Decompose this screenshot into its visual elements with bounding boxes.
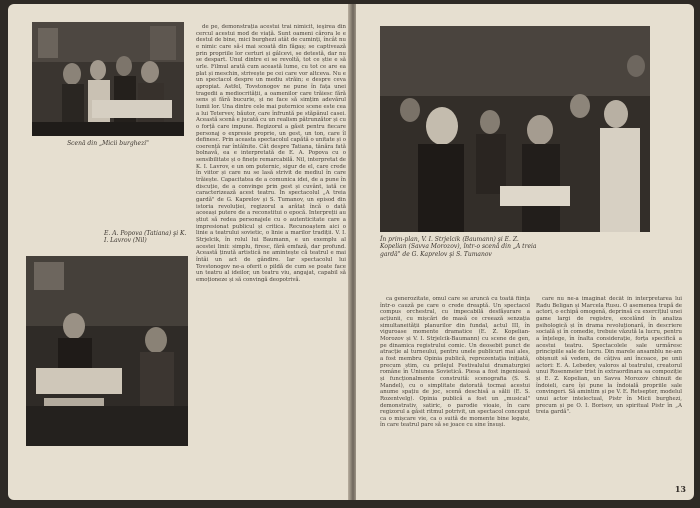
left-page xyxy=(8,4,350,500)
article-text: de pe, demonstrația acestui trai nimicit, ieşirea din cercul acestui mod de viață. Sunt oameni cărora le e destul de bine, mici burghezi atât de cuminți, încât nu e nimic care să-i mai scoată din făgaș; se captivează prin propriile lor certuri și gâlcevi, se detestă, dar nu se despart. Unul dintre ei se revoltă, tot ce știe e să urle. Filmul arată cum această lume, cu tot ce are ea plat și meschin, strivește pe cei care vor altceva. Nu e un spectacol despre un mediu străin; e despre ceva apropiat. Astfel, Tovstonogov ne pune în fața unei tragedii a mediocrității, a oamenilor care trăiesc fără sens și fără bucurie, și ne face să simțim adevărul lumii lor. Una dintre cele mai puternice scene este cea a lui Tetervev, băutor, care înfruntă pe stăpânul casei. Această scenă e jucată cu un realism pătrunzător și cu o forță care impune. Regizorul a găsit pentru fiecare personaj o expresie proprie, un gest, un ton, care îl definesc. Prin aceasta spectacolul capătă o unitate și o coerență rar întâlnite. Cât despre Tatiana, tânăra fată bolnavă, ea e interpretată de E. A. Popova cu o sensibilitate și o finețe remarcabilă. Nil, interpretat de K. I. Lavrov, e un om puternic, sigur de el, care crede în viitor și care nu se lasă strivit de mediul în care trăiește. Capacitatea de a comunica idei, de a pune în discuție, de a convinge prin gest și cuvânt, iată ce caracterizează acest teatru. În spectacolul „A treia gardă" de G. Kaprelov și S. Tumanov, un episod din istoria revoluției, regizorul a arătat încă o dată aceeași putere de a reconstitui o epocă. Interpreții au știut să redea personajele cu o autenticitate care a impresionat publicul și critica. Recunoaștem aici o linie a teatrului sovietic, o linie a marilor tradiții. V. I. Strjelcik, în rolul lui Baumann, e un exemplu al acestei linii: simplu, firesc, fără emfază, dar profund. Această ținută artistică ne amintește că teatrul e mai întâi un act de gândire. Iar spectacolul lui Tovstonogov ne-a oferit o pildă de cum se poate face un teatru al ideilor, un teatru viu, angajat, capabil să emoționeze și să convingă deopotrivă. xyxy=(196,24,346,283)
left-article-column xyxy=(196,24,346,494)
photo-a-treia-garda-scene xyxy=(380,26,650,232)
photo-bottom-caption: E. A. Popova (Tatiana) şi K. I. Lavrov (Nil) xyxy=(104,230,187,245)
right-article-column-2 xyxy=(536,296,682,492)
photo-illustration xyxy=(26,256,188,446)
article-text: care nu ne-a imaginat decât în interpretarea lui Radu Beligan și Marcela Rusu. O asemenea trupă de actori, o echipă omogenă, deprinsă cu exercițiul unei game largi de registre, excelând în analiza psihologică și în drama revoluționară, în descriere socială și în comedie, trebuie văzută la lucru, pentru a înțelege, în înalta considerație, forța specifică a acestui teatru. Spectacolele sale urmăresc principiile sale de lucru. Din marele ansamblu ne-am obișnuit să vedem, de câțiva ani încoace, pe unii actori: E. A. Lebedev, valoros al teatrului, creatorul unui Rosenmeier trist în extraordinara sa compoziție și E. Z. Kopelian, un Savva Morozov chinuit de îndoieli, care își pune la îndoială propriile sale convingeri. Să amintim și pe V. E. Retsepter, modelul unui actor intelectual, Pistr în Micii burghezi, precum și pe O. I. Borisov, un spiritual Pistr în „A treia gardă". xyxy=(536,296,682,416)
right-page xyxy=(356,4,694,500)
page-number: 13 xyxy=(674,484,686,494)
photo-top-caption: Scenă din „Micii burghezi" xyxy=(67,140,149,147)
right-article-column-1 xyxy=(380,296,530,492)
photo-caption: În prim-plan, V. I. Strjelcik (Baumann) şi E. Z. Kopelian (Savva Morozov), într-o scenă din „A treia gardă" de G. Kaprelov şi S. Tumanov xyxy=(380,236,537,258)
article-text: ca generozitate, omul care se aruncă cu toată ființa într-o cauză pe care o crede dreaptă. Un spectacol compus orchestral, cu impecabilă desfășurare a acțiunii, cu mișcări de masă ce creează senzația simultaneității planurilor din fundal, actul III, în viguroase momente dramatice (E. Z. Kopelian-Morozov și V. I. Strjelcik-Baumann) cu scene de gen, pe dinamica registrului comic. Un deosebit punct de atracție al turneului, pentru unele publicuri mai ales, a fost membru Opinia publică, reprezentația inițiată, precum știm, cu prilejul Festivalului dramaturgiei române în Uniunea Sovietică. Piesa a fost ingenioasă și funcționalmente construită: scenografia (S. S. Mandel), cu o simplitate datorată tocmai acestui anume spațiu de joc, scenă deschisă a sălii (E. S. Rozentvelg). Opinia publică a fost un „musical" demonstrativ, satiric, o parodie vioaie, în care regizorul a găsit ritmul potrivit, un spectacol conceput ca o mișcare vie, ca o suită de momente bine legate, în care teatrul pare să se joace cu sine însuși. xyxy=(380,296,530,429)
photo-illustration xyxy=(380,26,650,232)
photo-mici-burghezi-scene xyxy=(32,22,184,136)
photo-illustration xyxy=(32,22,184,136)
photo-popova-lavrov xyxy=(26,256,188,446)
